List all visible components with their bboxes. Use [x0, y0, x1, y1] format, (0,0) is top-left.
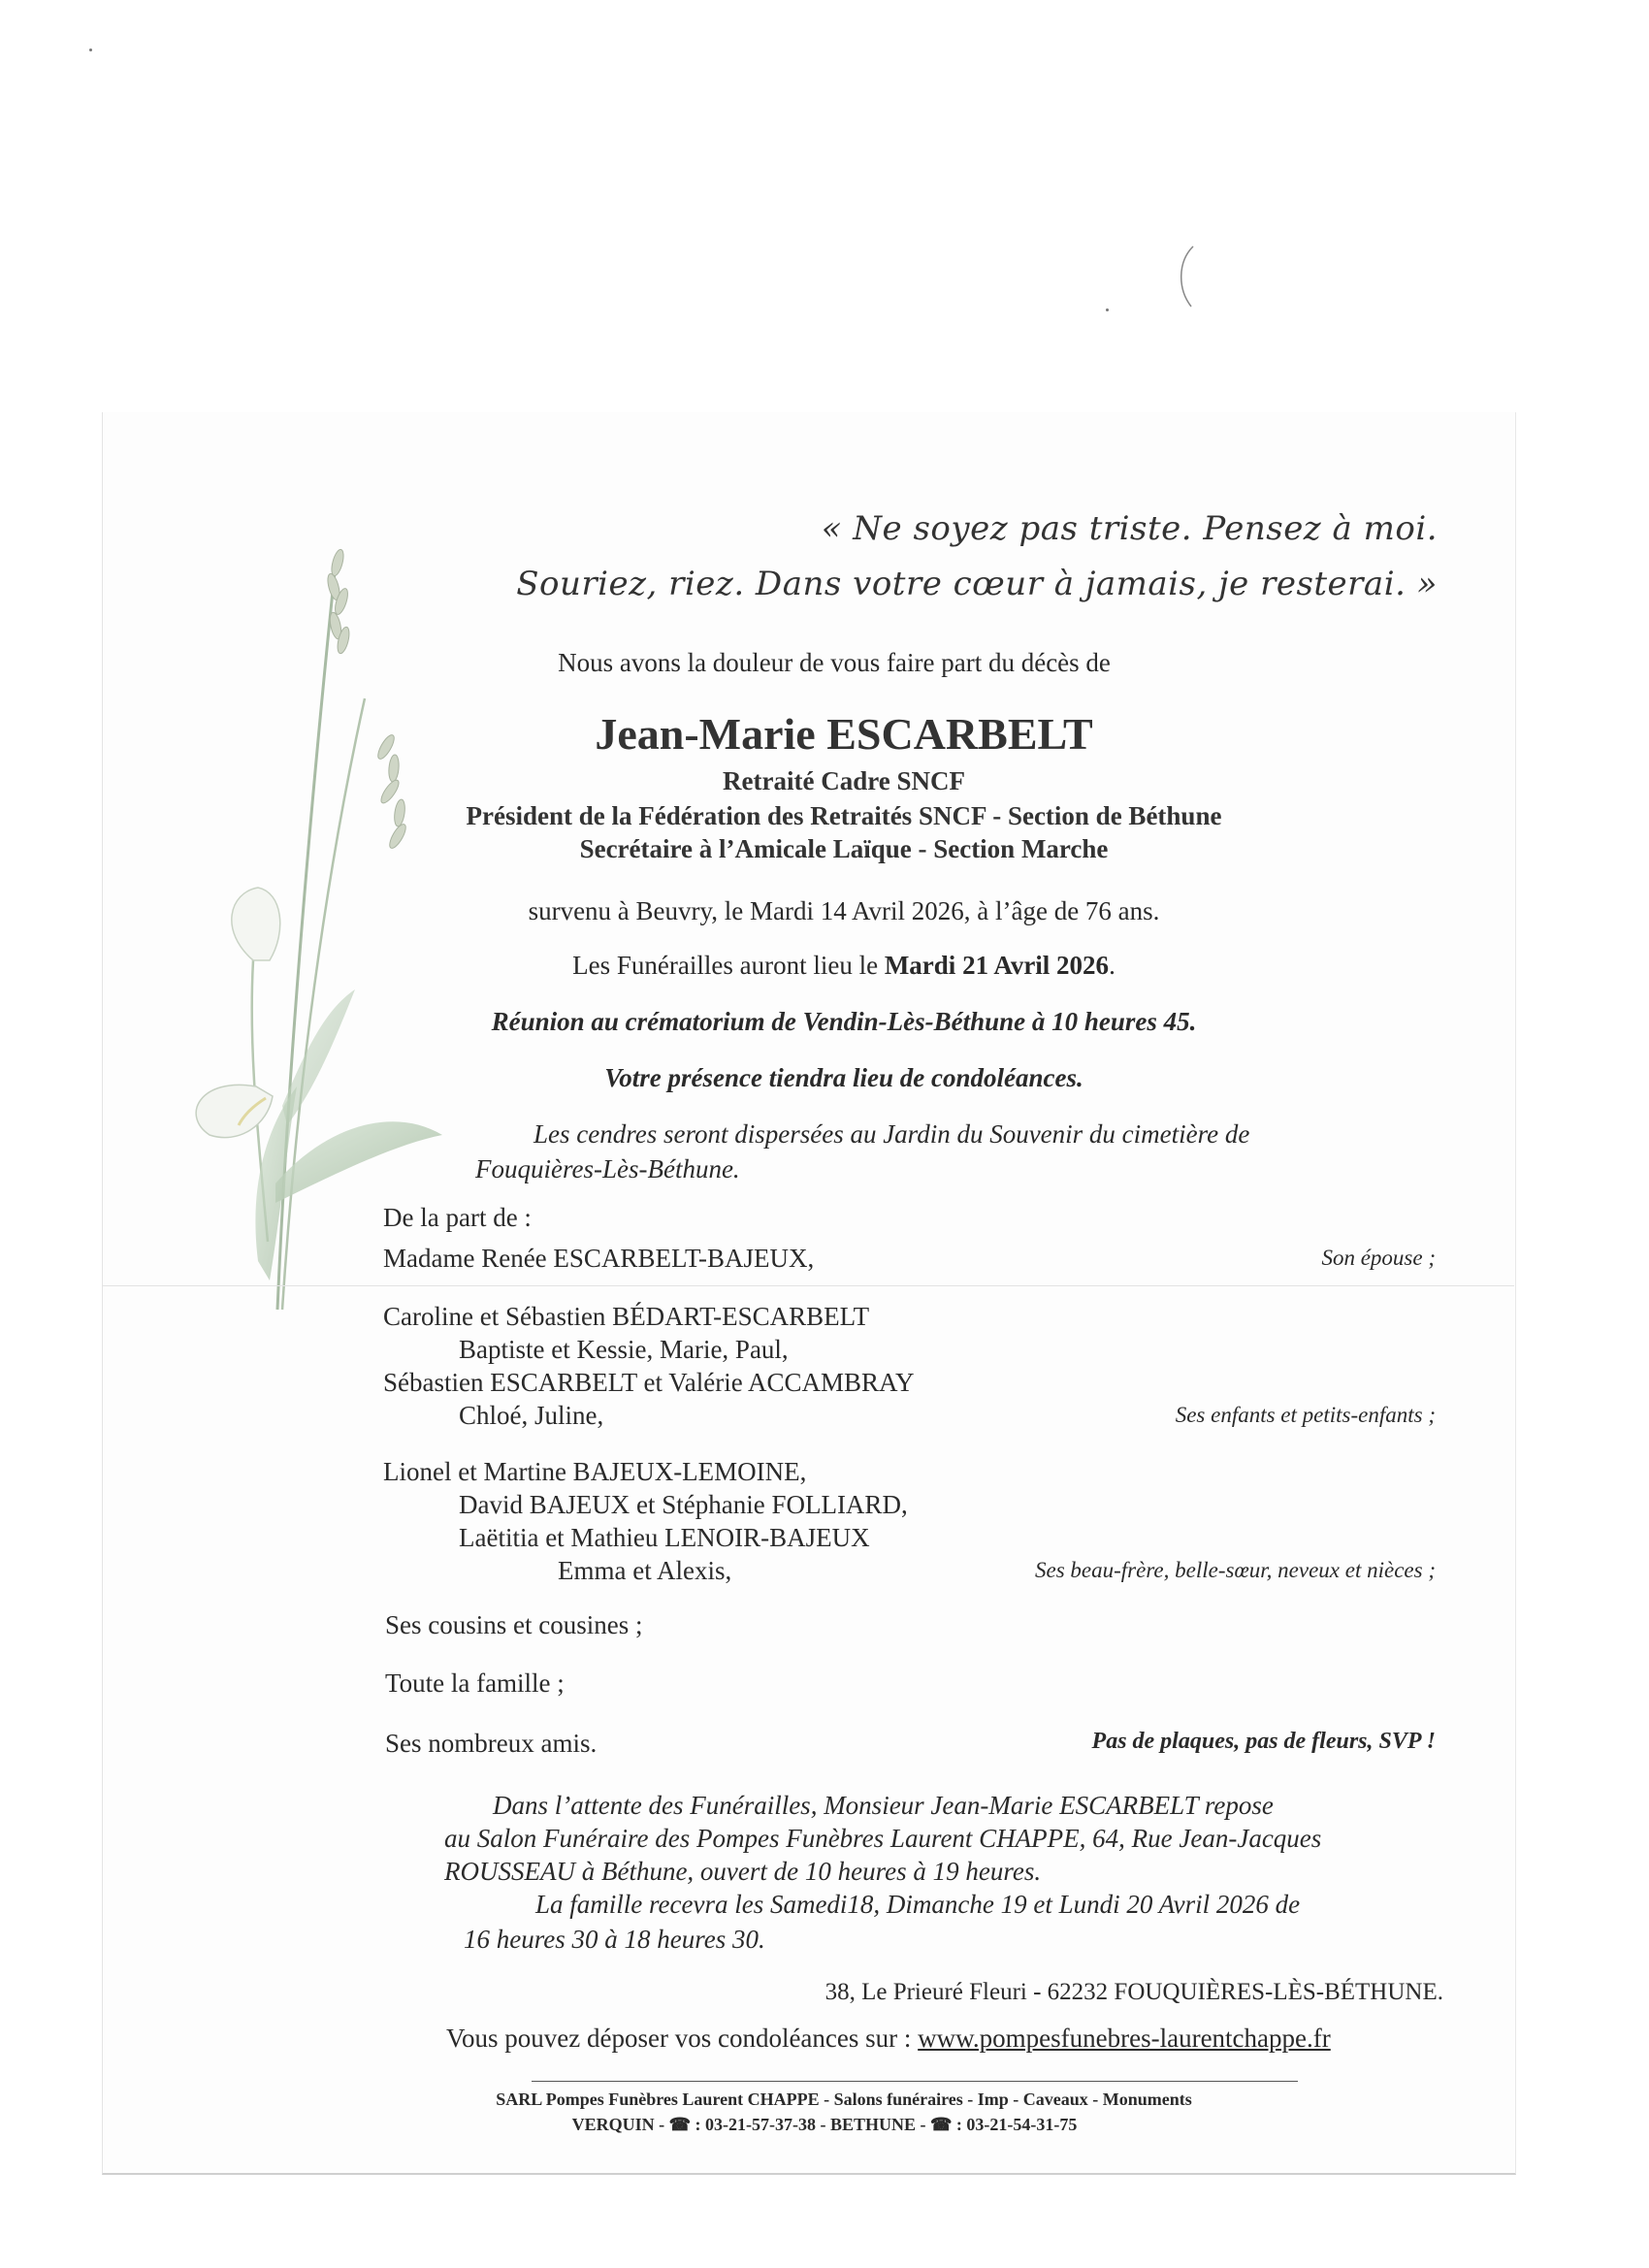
deceased-title-1: Retraité Cadre SNCF	[723, 766, 965, 795]
child-line-2: Baptiste et Kessie, Marie, Paul,	[459, 1335, 789, 1364]
repose-line-1: Dans l’attente des Funérailles, Monsieur Jean-Marie ESCARBELT repose	[493, 1791, 1274, 1820]
inlaw-line-2: David BAJEUX et Stéphanie FOLLIARD,	[459, 1490, 908, 1519]
deceased-title-3: Secrétaire à l’Amicale Laïque - Section Marche	[579, 834, 1109, 863]
child-line-3: Sébastien ESCARBELT et Valérie ACCAMBRAY	[383, 1368, 915, 1397]
footer-line-1: SARL Pompes Funèbres Laurent CHAPPE - Salons funéraires - Imp - Caveaux - Monuments	[496, 2090, 1192, 2109]
presence-line: Votre présence tiendra lieu de condoléances.	[604, 1063, 1083, 1092]
condolences-line	[446, 2024, 1331, 2054]
all-family-line: Toute la famille ;	[385, 1669, 565, 1698]
child-line-1: Caroline et Sébastien BÉDART-ESCARBELT	[383, 1302, 870, 1331]
funeral-prefix: Les Funérailles auront lieu le	[572, 951, 885, 980]
inlaw-line-4: Emma et Alexis,	[558, 1556, 732, 1585]
condolences-prefix: Vous pouvez déposer vos condoléances sur :	[446, 2024, 919, 2053]
funeral-suffix: .	[1109, 951, 1116, 980]
scan-speck	[1106, 308, 1109, 311]
children-relation: Ses enfants et petits-enfants ;	[1175, 1403, 1436, 1427]
repose-line-2: au Salon Funéraire des Pompes Funèbres Laurent CHAPPE, 64, Rue Jean-Jacques	[444, 1824, 1322, 1853]
death-line: survenu à Beuvry, le Mardi 14 Avril 2026, à l’âge de 76 ans.	[528, 896, 1160, 925]
scan-speck	[89, 49, 92, 51]
deceased-name: Jean-Marie ESCARBELT	[595, 709, 1093, 759]
inlaw-line-1: Lionel et Martine BAJEUX-LEMOINE,	[383, 1457, 807, 1486]
inlaws-relation: Ses beau-frère, belle-sœur, neveux et nièces ;	[1035, 1558, 1436, 1582]
reunion-line: Réunion au crématorium de Vendin-Lès-Béthune à 10 heures 45.	[491, 1007, 1197, 1036]
quote-line-1: « Ne soyez pas triste. Pensez à moi.	[821, 509, 1438, 548]
family-header: De la part de :	[383, 1203, 532, 1232]
cousins-line: Ses cousins et cousines ;	[385, 1610, 643, 1639]
ashes-line-2: Fouquières-Lès-Béthune.	[475, 1154, 740, 1183]
quote-line-2: Souriez, riez. Dans votre cœur à jamais, je resterai. »	[516, 565, 1438, 603]
ashes-line-1: Les cendres seront dispersées au Jardin du Souvenir du cimetière de	[534, 1119, 1250, 1149]
spouse-relation: Son épouse ;	[1321, 1246, 1436, 1270]
repose-line-3: ROUSSEAU à Béthune, ouvert de 10 heures à 19 heures.	[444, 1857, 1042, 1886]
address-line: 38, Le Prieuré Fleuri - 62232 FOUQUIÈRES-LÈS-BÉTHUNE.	[824, 1979, 1443, 2005]
inlaw-line-3: Laëtitia et Mathieu LENOIR-BAJEUX	[459, 1523, 870, 1552]
family-block	[383, 1203, 1436, 1766]
no-flowers-line: Pas de plaques, pas de fleurs, SVP !	[1091, 1729, 1436, 1754]
spouse-name: Madame Renée ESCARBELT-BAJEUX,	[383, 1244, 815, 1273]
condolences-link[interactable]: www.pompesfunebres-laurentchappe.fr	[918, 2024, 1331, 2053]
friends-line: Ses nombreux amis.	[385, 1729, 598, 1758]
child-line-4: Chloé, Juline,	[459, 1401, 604, 1430]
footer-line-2: VERQUIN - ☎ : 03-21-57-37-38 - BETHUNE - ☎ : 03-21-54-31-75	[571, 2115, 1078, 2134]
repose-line-5: 16 heures 30 à 18 heures 30.	[464, 1925, 765, 1954]
footer-rule	[532, 2081, 1298, 2082]
repose-line-4: La famille recevra les Samedi18, Dimanche 19 et Lundi 20 Avril 2026 de	[535, 1890, 1301, 1919]
funeral-date: Mardi 21 Avril 2026	[884, 951, 1110, 980]
deceased-title-2: Président de la Fédération des Retraités SNCF - Section de Béthune	[466, 801, 1222, 830]
intro-text: Nous avons la douleur de vous faire part du décès de	[558, 648, 1111, 677]
pen-mark	[1172, 243, 1201, 310]
funeral-line	[0, 951, 1649, 981]
